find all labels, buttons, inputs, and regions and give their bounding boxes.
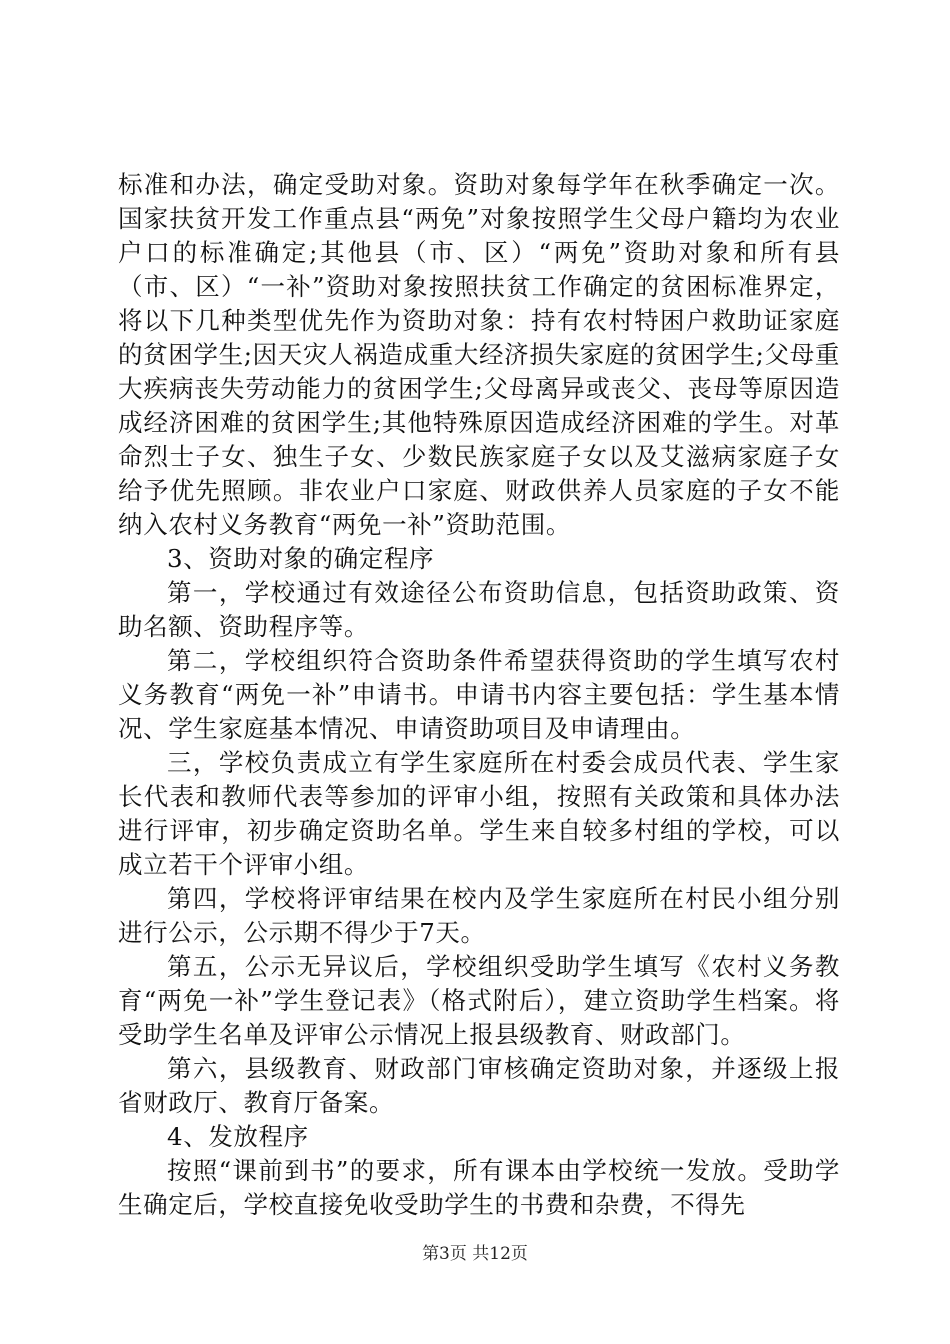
paragraph-step-two: 第二，学校组织符合资助条件希望获得资助的学生填写农村义务教育“两免一补”申请书。申请书内容主要包括：学生基本情况、学生家庭基本情况、申请资助项目及申请理由。 bbox=[118, 646, 840, 743]
paragraph-distribution: 按照“课前到书”的要求，所有课本由学校统一发放。受助学生确定后，学校直接免收受助学生的书费和杂费，不得先 bbox=[118, 1156, 840, 1219]
paragraph-step-three: 三，学校负责成立有学生家庭所在村委会成员代表、学生家长代表和教师代表等参加的评审小组，按照有关政策和具体办法进行评审，初步确定资助名单。学生来自较多村组的学校，可以成立若干个评审小组。 bbox=[118, 748, 840, 879]
paragraph-step-four: 第四，学校将评审结果在校内及学生家庭所在村民小组分别进行公示，公示期不得少于7天。 bbox=[118, 884, 840, 947]
paragraph-step-six: 第六，县级教育、财政部门审核确定资助对象，并逐级上报省财政厅、教育厅备案。 bbox=[118, 1054, 840, 1117]
paragraph-eligibility-criteria: 标准和办法，确定受助对象。资助对象每学年在秋季确定一次。国家扶贫开发工作重点县“两免”对象按照学生父母户籍均为农业户口的标准确定;其他县（市、区）“两免”资助对象和所有县（市、区）“一补”资助对象按照扶贫工作确定的贫困标准界定，将以下几种类型优先作为资助对象：持有农村特困户救助证家庭的贫困学生;因天灾人祸造成重大经济损失家庭的贫困学生;父母重大疾病丧失劳动能力的贫困学生;父母离异或丧父、丧母等原因造成经济困难的贫困学生;其他特殊原因造成经济困难的学生。对革命烈士子女、独生子女、少数民族家庭子女以及艾滋病家庭子女给予优先照顾。非农业户口家庭、财政供养人员家庭的子女不能纳入农村义务教育“两免一补”资助范围。 bbox=[118, 170, 840, 539]
paragraph-step-one: 第一，学校通过有效途径公布资助信息，包括资助政策、资助名额、资助程序等。 bbox=[118, 578, 840, 641]
section-heading-distribution-procedure: 4、发放程序 bbox=[167, 1122, 309, 1151]
page-number-footer: 第3页 共12页 bbox=[422, 1244, 528, 1264]
document-body bbox=[118, 168, 840, 1222]
section-heading-determination-procedure: 3、资助对象的确定程序 bbox=[167, 544, 435, 573]
paragraph-step-five: 第五，公示无异议后，学校组织受助学生填写《农村义务教育“两免一补”学生登记表》（格式附后），建立资助学生档案。将受助学生名单及评审公示情况上报县级教育、财政部门。 bbox=[118, 952, 840, 1049]
